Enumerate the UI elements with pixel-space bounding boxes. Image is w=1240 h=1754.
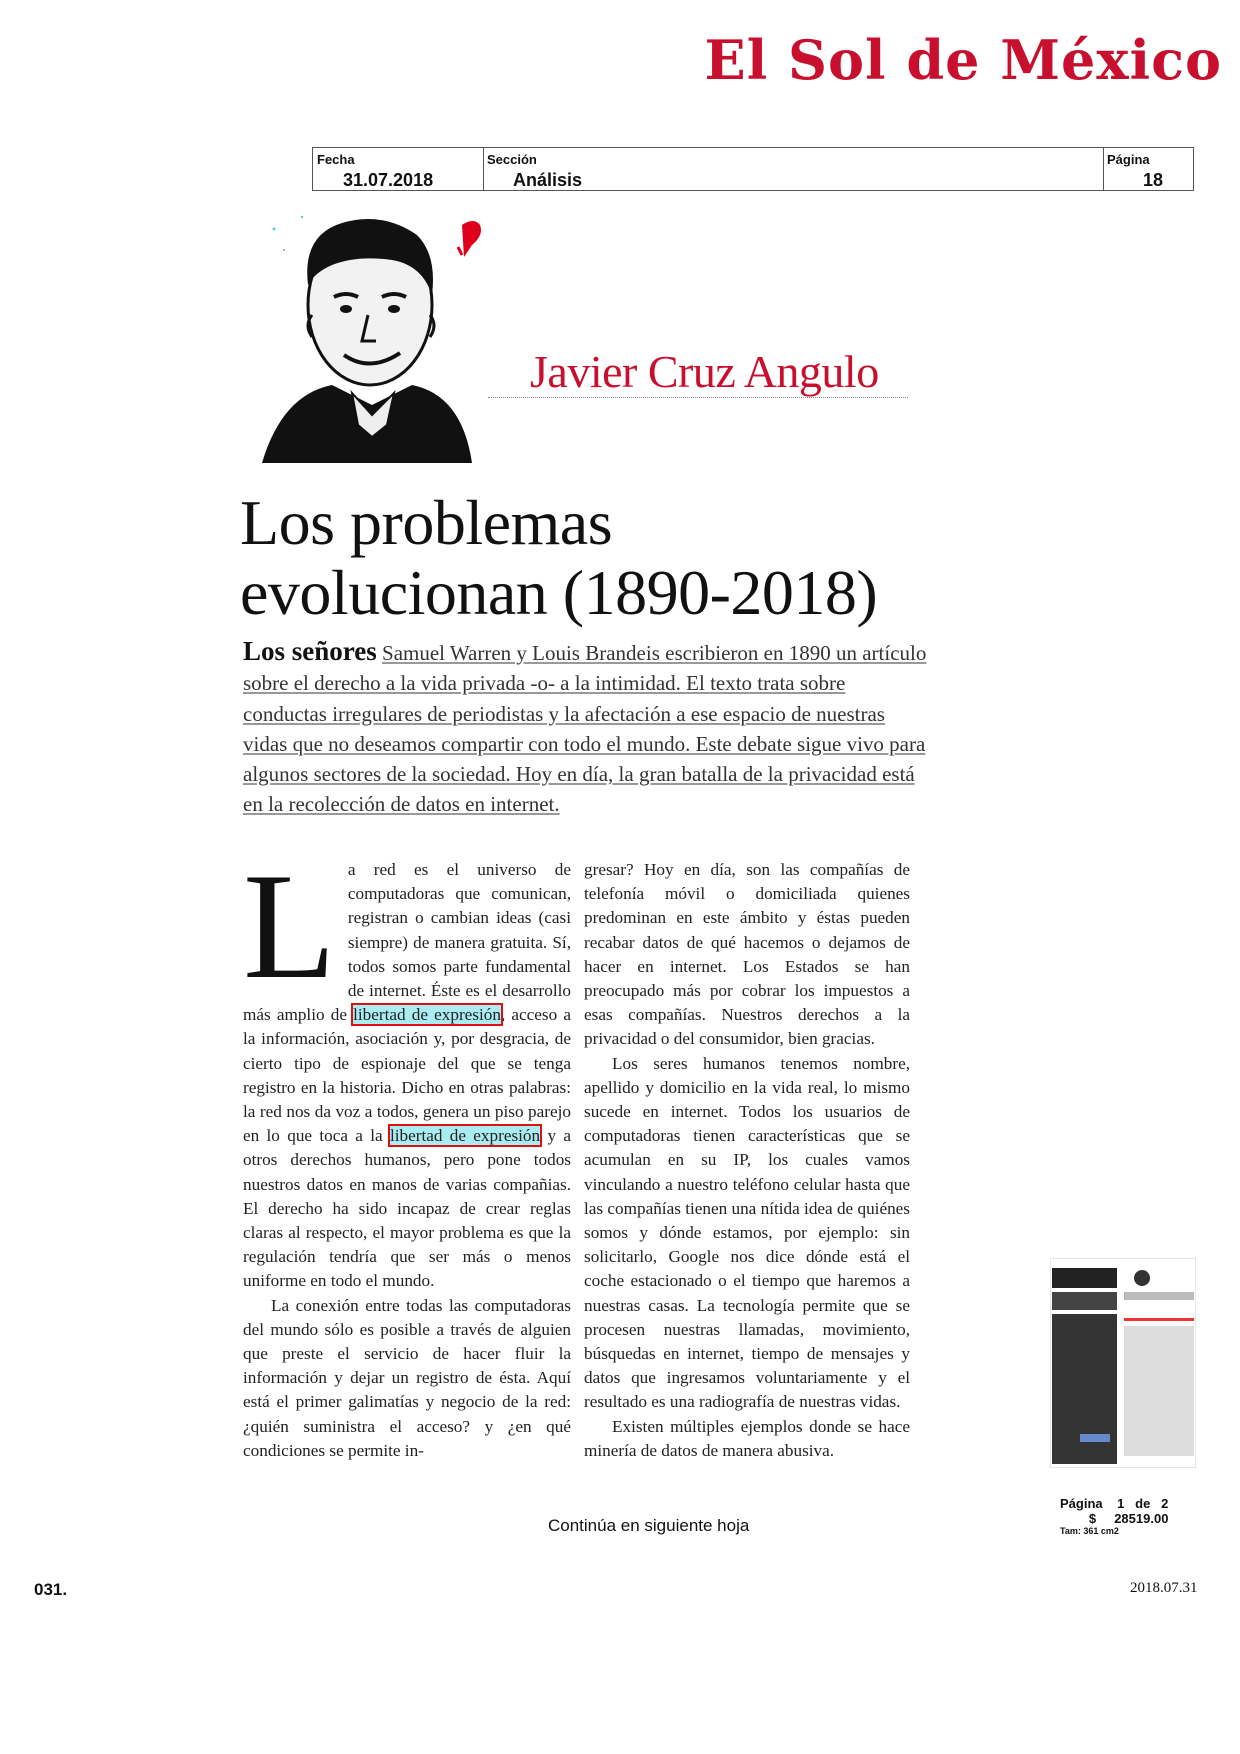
masthead-logo: El Sol de México — [704, 28, 1222, 92]
body-paragraph-2: La conexión entre todas las computadoras del mundo sólo es posible a través de alguien que preste el servicio de hacer fluir la información y dejar un registro de ésta. Aquí está el primer galimatías y negocio de la red: ¿quién suministra el acceso? y ¿en qué condiciones se permite in- — [243, 1295, 571, 1460]
body-paragraph-3: Los seres humanos tenemos nombre, apellido y domicilio en la vida real, lo mismo sucede en internet. Todos los usuarios de computadoras tienen características que se acumulan en su IP, los cuales vamos vinculando a nuestro teléfono celular hasta que las compañías tienen una nítida idea de quiénes somos y dónde estamos, por ejemplo: sin solicitarlo, Google nos dice dónde está el coche estacionado o el tiempo que haremos a nuestras casas. La tecnología permite que se procesen nuestras llamadas, movimiento, búsquedas en internet, tiempo de mensajes y datos que ingresamos voluntariamente y el resultado es una radiografía de nuestras vidas. — [584, 1053, 910, 1412]
body-paragraph-2-continued: gresar? Hoy en día, son las compañías de telefonía móvil o domiciliada quienes predominan en este ámbito y éstas pueden recabar datos de qué hacemos o dejamos de hacer en internet. Los Estados se han preocupado más por cobrar los impuestos a esas compañías. Nuestros derechos a la privacidad o del consumidor, bien gracias. — [584, 860, 910, 1049]
page-of: de — [1135, 1496, 1151, 1511]
author-portrait-image — [262, 205, 507, 475]
page-label: Página — [1060, 1496, 1103, 1511]
headline — [240, 488, 940, 628]
seccion-label: Sección — [487, 152, 537, 167]
headline-line-1: Los problemas — [240, 487, 613, 558]
page-info — [1060, 1496, 1200, 1536]
body-text: , acceso a la información, asociación y, por desgracia, de cierto tipo de espionaje del que se tenga registro en la historia. Dicho en otras palabras: la red nos da voz a todos, genera un piso parejo en lo que toca a la — [243, 1005, 571, 1146]
seccion-cell — [483, 148, 1104, 190]
pagina-label: Página — [1107, 152, 1150, 167]
author-name: Javier Cruz Angulo — [530, 346, 879, 397]
fecha-label: Fecha — [317, 152, 355, 167]
pagina-cell — [1103, 148, 1193, 190]
headline-line-2: evolucionan (1890-2018) — [240, 557, 878, 628]
highlighted-term: libertad de expresión — [389, 1126, 541, 1146]
body-text: a red es el universo de computadoras que comunican, registran o cambian ideas (casi siempre) de manera gratuita. Sí, todos somos parte fundamental de internet. Éste es el desarrollo más amplio de — [243, 860, 571, 1025]
article-summary — [243, 636, 928, 820]
footer-date: 2018.07.31 — [1130, 1580, 1198, 1596]
body-paragraph-4: Existen múltiples ejemplos donde se hace minería de datos de manera abusiva. — [584, 1416, 910, 1460]
seccion-value: Análisis — [513, 170, 583, 190]
footer-code: 031. — [34, 1580, 68, 1599]
page-total: 2 — [1161, 1496, 1169, 1511]
fecha-value: 31.07.2018 — [343, 170, 434, 190]
article-column-2 — [584, 858, 910, 1463]
body-paragraph-1 — [243, 842, 571, 1294]
summary-lead: Los señores — [243, 636, 377, 666]
drop-cap: L — [243, 842, 336, 1010]
pagina-value: 18 — [1143, 170, 1164, 190]
highlighted-term: libertad de expresión — [353, 1005, 501, 1025]
body-text: y a otros derechos humanos, pero pone todos nuestros datos en manos de varias compañias. El derecho ha sido incapaz de crear reglas claras al respecto, el mayor problema es que la regulación tendría que ser más o menos uniforme en todo el mundo. — [243, 1126, 571, 1291]
article-column-1 — [243, 842, 571, 1463]
header-info-box — [312, 147, 1194, 191]
currency-symbol: $ — [1088, 1511, 1097, 1526]
continue-notice: Continúa en siguiente hoja — [548, 1516, 750, 1535]
size-value: Tam: 361 cm2 — [1060, 1526, 1119, 1536]
summary-text: Samuel Warren y Louis Brandeis escribieron en 1890 un artículo sobre el derecho a la vida privada -o- a la intimidad. El texto trata sobre conductas irregulares de periodistas y la afectación a ese espacio de nuestras vidas que no deseamos compartir con todo el mundo. Este debate sigue vivo para algunos sectores de la sociedad. Hoy en día, la gran batalla de la privacidad está en la recolección de datos en internet. — [243, 641, 927, 817]
amount-value: 28519.00 — [1114, 1511, 1169, 1526]
fecha-cell — [313, 148, 484, 190]
page-thumbnail-image — [1050, 1258, 1196, 1468]
page-number: 1 — [1117, 1496, 1125, 1511]
author-divider — [488, 397, 908, 398]
